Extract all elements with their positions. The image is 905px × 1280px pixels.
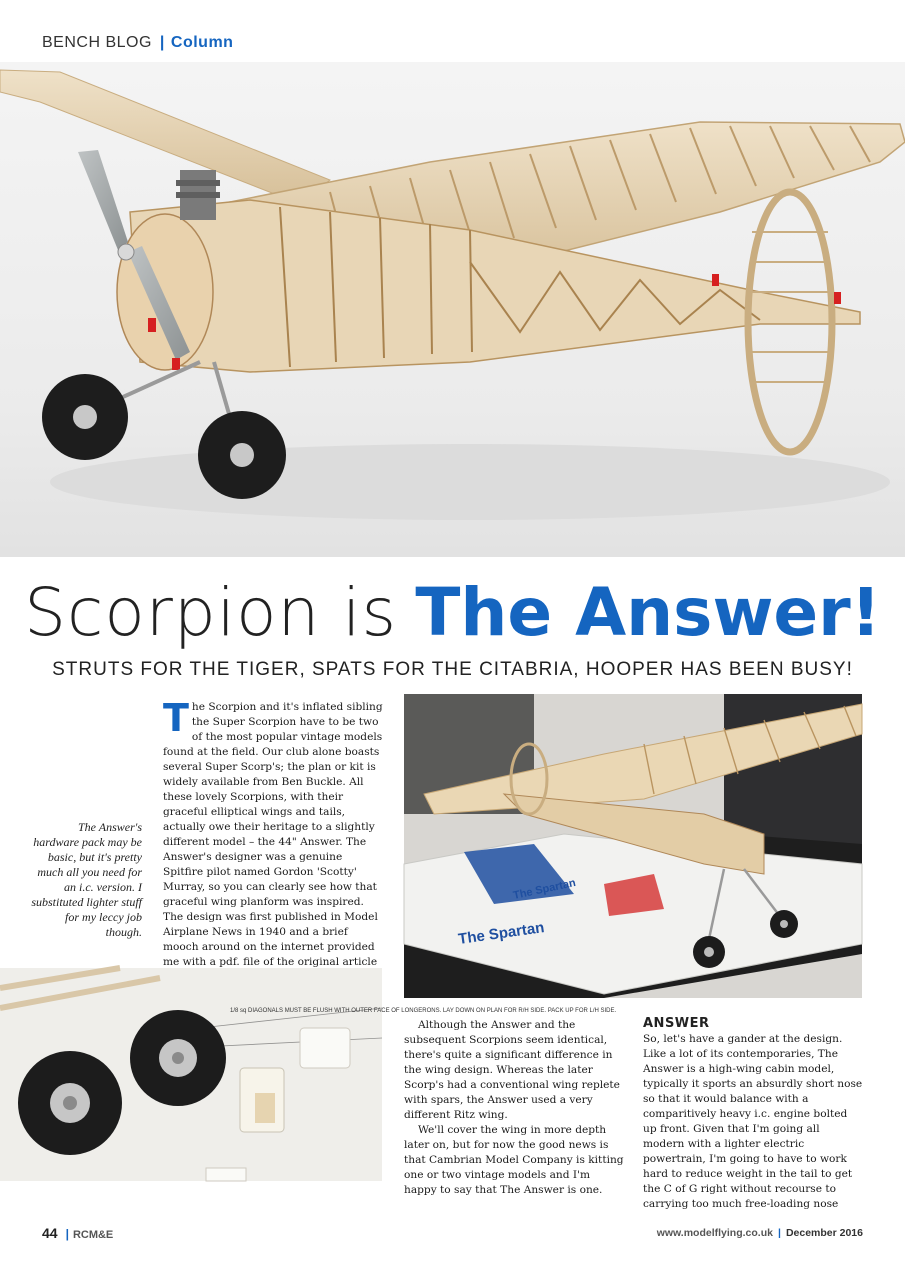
body-column-3 xyxy=(643,1016,863,1212)
publication-name: RCM&E xyxy=(72,1229,114,1241)
section-name: BENCH BLOG xyxy=(42,34,152,51)
airplane-illustration xyxy=(0,62,905,557)
hero-photo-airplane xyxy=(0,62,905,557)
footer-divider: | xyxy=(777,1227,781,1239)
footer-right xyxy=(657,1227,863,1239)
box-label-top: The Spartan xyxy=(512,876,577,902)
plan-note: 1/8 sq DIAGONALS MUST BE FLUSH WITH OUTER FACE OF LONGERONS. LAY DOWN ON PLAN FOR R/H SIDE. PACK UP FOR L/H SIDE. xyxy=(230,1008,617,1014)
title-part-2: The Answer! xyxy=(415,574,881,651)
body-paragraph: Although the Answer and the subsequent Scorpions seem identical, there's quite a significant difference in the wing design. Whereas the later Scorp's had a conventional wing replete with spars, the Answer used a very different Ritz wing. xyxy=(404,1019,620,1121)
drop-cap: T xyxy=(163,696,189,740)
body-paragraph: We'll cover the wing in more depth later on, but for now the good news is that Cambrian Model Company is kitting one or two vintage models and I'm happy to say that The Answer is one. xyxy=(404,1124,624,1196)
title-part-1: Scorpion is xyxy=(24,574,397,651)
header-divider: | xyxy=(159,34,165,51)
footer-left xyxy=(42,1225,113,1241)
footer-divider: | xyxy=(65,1227,69,1241)
body-paragraph: So, let's have a gander at the design. Like a lot of its contemporaries, The Answer is a high-wing cabin model, typically it sports an absurdly short nose so that it would balance with a comparitively heavy i.c. engine bolted up front. Given that I'm going all modern with a lighter electric powertrain, I'm going to have to work hard to reduce weight in the tail to get the C of G right without recourse to carrying too much free-loading nose xyxy=(643,1033,863,1210)
page-number: 44 xyxy=(42,1225,58,1241)
issue-date: December 2016 xyxy=(785,1227,863,1239)
website-url[interactable]: www.modelflying.co.uk xyxy=(656,1227,773,1239)
box-label-main: The Spartan xyxy=(457,919,546,948)
body-column-2 xyxy=(404,1018,624,1198)
body-column-1 xyxy=(163,696,385,985)
photo-caption: The Answer's hardware pack may be basic, but it's pretty much all you need for an i.c. version. I substituted lighter stuff for my leccy job though. xyxy=(31,820,142,939)
article-subtitle: STRUTS FOR THE TIGER, SPATS FOR THE CITABRIA, HOOPER HAS BEEN BUSY! xyxy=(52,659,853,680)
article-title xyxy=(0,572,905,653)
body-paragraph: he Scorpion and it's inflated sibling the Super Scorpion have to be two of the most popular vintage models found at the field. Our club alone boasts several Super Scorp's; the plan or kit is widely available from Ben Buckle. All these lovely Scorpions, with their graceful elliptical wings and tails, actually owe their heritage to a slightly different model – the 44" Answer. The Answer's designer was a genuine Spitfire pilot named Gordon 'Scotty' Murray, so you can clearly see how that graceful wing planform was inspired. The design was first published in Model Airplane News in 1940 and a brief mooch around on the internet provided me with a pdf. file of the original article xyxy=(163,701,383,968)
section-type: Column xyxy=(170,34,234,51)
section-heading: ANSWER xyxy=(643,1016,710,1031)
photo-model-on-box xyxy=(404,694,862,998)
model-on-box-illustration xyxy=(404,694,862,998)
section-header xyxy=(42,34,233,52)
